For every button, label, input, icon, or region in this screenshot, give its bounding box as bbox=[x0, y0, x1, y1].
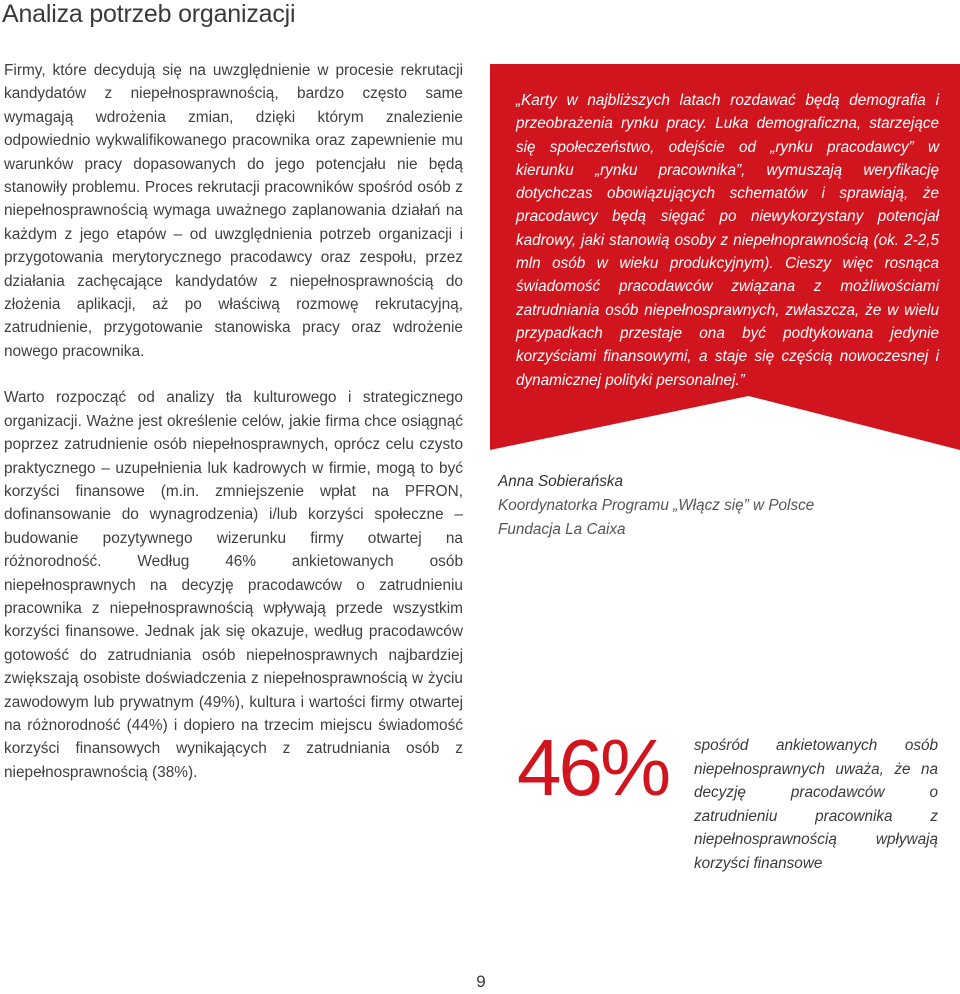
author-role: Koordynatorka Programu „Włącz się” w Polsce bbox=[498, 497, 815, 514]
author-name: Anna Sobierańska bbox=[498, 473, 624, 490]
page-title: Analiza potrzeb organizacji bbox=[2, 0, 296, 28]
body-paragraph: Warto rozpocząć od analizy tła kulturowego i strategicznego organizacji. Ważne jest określenie celów, jakie firma chce osiągnąć poprzez zatrudnienie osób niepełnosprawnych, oprócz celu czysto praktycznego – uzupełnienia luk kadrowych w firmie, mogą to być korzyści finansowe (m.in. zmniejszenie wpłat na PFRON, dofinansowanie do wynagrodzenia) i/lub korzyści społeczne – budowanie pozytywnego wizerunku firmy otwartej na różnorodność. Według 46% ankietowanych osób niepełnosprawnych na decyzję pracodawców o zatrudnieniu pracownika z niepełnosprawnością wpływają przede wszystkim korzyści finansowe. Jednak jak się okazuje, według pracodawców gotowość do zatrudniania osób niepełnosprawnych najbardziej zwiększają osobiste doświadczenia z niepełnosprawnością w życiu zawodowym lub prywatnym (49%), kultura i wartości firmy otwartej na różnorodność (44%) i dopiero na trzecim miejscu świadomość korzyści finansowych wynikających z zatrudniania osób z niepełnosprawnością (38%). bbox=[4, 389, 463, 781]
body-column bbox=[4, 59, 463, 784]
stat-value: 46% bbox=[517, 723, 669, 812]
body-paragraph: Firmy, które decydują się na uwzględnienie w procesie rekrutacji kandydatów z niepełnosprawnością, bardzo często same wymagają wdrożenia zmian, dzięki którym znalezienie odpowiednio wykwalifikowanego pracownika oraz zapewnienie mu warunków pracy dopasowanych do jego potencjału nie będą stanowiły problemu. Proces rekrutacji pracowników spośród osób z niepełnosprawnością wymaga uważnego zaplanowania działań na każdym z jego etapów – od uwzględnienia potrzeb organizacji i przygotowania merytorycznego pracodawcy oraz zespołu, przez działania zachęcające kandydatów z niepełnosprawnością do złożenia aplikacji, aż po właściwą rozmowę rekrutacyjną, zatrudnienie, przygotowanie stanowiska pracy oraz wdrożenie nowego pracownika. bbox=[4, 62, 463, 360]
quote-attribution bbox=[498, 470, 938, 542]
quote-text: „Karty w najbliższych latach rozdawać będą demografia i przeobrażenia rynku pracy. Luka demograficzna, starzejące się społeczeństwo, odejście od „rynku pracodawcy” w kierunku „rynku pracownika”, wymuszają weryfikację dotychczas obowiązujących schematów i sprawiają, że pracodawcy będą sięgać po niewykorzystany potencjał kadrowy, jaki stanowią osoby z niepełnoprawnością (ok. 2-2,5 mln osób w wieku produkcyjnym). Cieszy więc rosnąca świadomość pracodawców związana z możliwościami zatrudniania osób niepełnosprawnych, zwłaszcza, że w wielu przypadkach przestaje ona być podtykowana jedynie korzyściami finansowymi, a staje się częścią nowoczesnej i dynamicznej polityki personalnej.” bbox=[516, 92, 939, 389]
author-organization: Fundacja La Caixa bbox=[498, 521, 626, 538]
stat-description: spośród ankietowanych osób niepełnosprawnych uważa, że na decyzję pracodawców o zatrudnieniu pracownika z niepełnosprawnością wpływają korzyści finansowe bbox=[694, 737, 938, 872]
page-number: 9 bbox=[476, 972, 486, 991]
